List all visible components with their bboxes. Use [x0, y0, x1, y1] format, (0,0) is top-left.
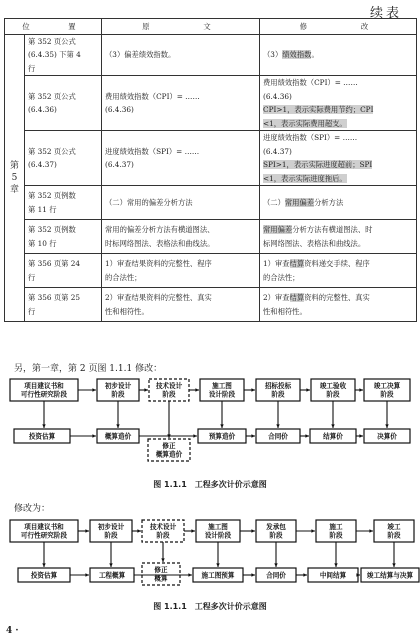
errata-line-1: 另，第一章，第 2 页图 1.1.1 修改： [14, 364, 163, 374]
header-modified: 修 改 [260, 19, 417, 35]
price-box [308, 568, 358, 582]
modified-cell: （3）绩效指数。 [260, 35, 417, 76]
table-row [5, 186, 417, 220]
price-label: 预算造价 [208, 432, 236, 441]
position-cell: 第 352 页公式 (6.4.36) [25, 76, 102, 131]
cost-diagram-modified [0, 516, 420, 598]
price-box [90, 568, 134, 582]
price-box [198, 429, 246, 443]
price-label: 决算价 [377, 432, 397, 441]
stage-label: 施工图设计阶段 [208, 382, 236, 399]
price-box [14, 429, 70, 443]
stage-box [149, 379, 189, 401]
price-label: 中间结算 [319, 571, 347, 580]
stage-box [256, 379, 300, 401]
original-cell: （二）常用的偏差分析方法 [102, 186, 260, 220]
stage-label: 竣工验收阶段 [319, 382, 347, 399]
stage-label: 初步设计阶段 [104, 382, 132, 399]
original-cell: 常用的偏差分析方法有横道图法、 时标网络图法、表格法和曲线法。 [102, 220, 260, 254]
position-cell: 第 356 页第 24 行 [25, 254, 102, 288]
stage-label: 招标投标阶段 [264, 382, 292, 399]
stage-box [311, 379, 355, 401]
errata-table [4, 18, 417, 322]
stage-label: 技术设计阶段 [155, 382, 183, 399]
stage-label: 项目建议书和可行性研究阶段 [20, 382, 68, 399]
price-label: 合同价 [268, 432, 288, 441]
modified-cell: 常用偏差分析方法有横道图法、时 标网络图法、表格法和曲线法。 [260, 220, 417, 254]
price-label: 修正概算 [154, 566, 168, 583]
modified-cell: 进度绩效指数（SPI）= …… (6.4.37) SPI>1，表示实际进度超前；SPI <1，表示实际进度拖后。 [260, 131, 417, 186]
stage-label: 竣工决算阶段 [373, 382, 401, 399]
price-box [18, 568, 70, 582]
price-box [193, 568, 243, 582]
original-cell: （3）偏差绩效指数。 [102, 35, 260, 76]
stage-label: 项目建议书和可行性研究阶段 [20, 523, 68, 540]
original-cell: 费用绩效指数（CPI）= …… (6.4.36) [102, 76, 260, 131]
stage-box [10, 379, 78, 401]
page-number: 4 · [6, 626, 19, 636]
cost-diagram-original [0, 373, 420, 473]
stage-box [256, 520, 296, 542]
stage-label: 施工图设计阶段 [204, 523, 232, 540]
stage-box [316, 520, 356, 542]
table-row [5, 288, 417, 322]
modified-cell: 费用绩效指数（CPI）= …… (6.4.36) CPI>1，表示实际费用节约；CPI <1，表示实际费用超支。 [260, 76, 417, 131]
header-position: 位 置 [5, 19, 102, 35]
errata-line-2: 修改为： [14, 504, 51, 514]
position-cell: 第 352 页公式 (6.4.35) 下第 4 行 [25, 35, 102, 76]
stage-box [374, 520, 414, 542]
stage-label: 施工阶段 [329, 523, 343, 540]
price-box [364, 429, 410, 443]
price-label: 结算价 [323, 432, 343, 441]
modified-cell: 1）审查结算资料递交手续、程序 的合法性； [260, 254, 417, 288]
stage-box [196, 520, 240, 542]
continued-label: 续表 [369, 6, 402, 21]
price-label: 概算造价 [104, 432, 132, 441]
header-original: 原 文 [102, 19, 260, 35]
stage-label: 发承包阶段 [266, 523, 286, 540]
stage-box [90, 520, 132, 542]
stage-box [97, 379, 139, 401]
price-box [256, 429, 300, 443]
stage-label: 技术设计阶段 [149, 523, 177, 540]
original-cell: 2）审查结果资料的完整性、真实 性和相符性。 [102, 288, 260, 322]
price-label: 合同价 [266, 571, 286, 580]
modified-cell: 2）审查结算资料的完整性、真实 性和相符性。 [260, 288, 417, 322]
price-box [310, 429, 356, 443]
stage-box [142, 520, 184, 542]
price-label: 修正概算造价 [155, 442, 183, 459]
stage-label: 竣工阶段 [387, 523, 401, 540]
original-cell: 进度绩效指数（SPI）= …… (6.4.37) [102, 131, 260, 186]
position-cell: 第 352 页公式 (6.4.37) [25, 131, 102, 186]
diagram-caption-original: 图 1.1.1 工程多次计价示意图 [153, 480, 267, 489]
price-box [142, 563, 180, 585]
diagram-caption-modified: 图 1.1.1 工程多次计价示意图 [153, 602, 267, 611]
table-row [5, 131, 417, 186]
price-label: 施工图预算 [201, 571, 235, 580]
stage-box [10, 520, 78, 542]
position-cell: 第 356 页第 25 行 [25, 288, 102, 322]
table-row [5, 220, 417, 254]
chapter-label: 第 5 章 [5, 35, 25, 322]
table-row [5, 254, 417, 288]
position-cell: 第 352 页例数 第 10 行 [25, 220, 102, 254]
table-row [5, 76, 417, 131]
stage-box [364, 379, 410, 401]
stage-label: 初步设计阶段 [97, 523, 125, 540]
stage-box [200, 379, 244, 401]
price-label: 投资估算 [28, 432, 56, 441]
price-label: 投资估算 [30, 571, 58, 580]
price-label: 竣工结算与决算 [366, 571, 414, 580]
price-box [256, 568, 296, 582]
price-box [97, 429, 139, 443]
table-row [5, 35, 417, 76]
price-label: 工程概算 [98, 571, 126, 580]
price-box [361, 568, 419, 582]
position-cell: 第 352 页例数 第 11 行 [25, 186, 102, 220]
table-header-row [5, 19, 417, 35]
price-box [148, 439, 190, 461]
modified-cell: （二）常用偏差分析方法 [260, 186, 417, 220]
original-cell: 1）审查结果资料的完整性、程序 的合法性； [102, 254, 260, 288]
